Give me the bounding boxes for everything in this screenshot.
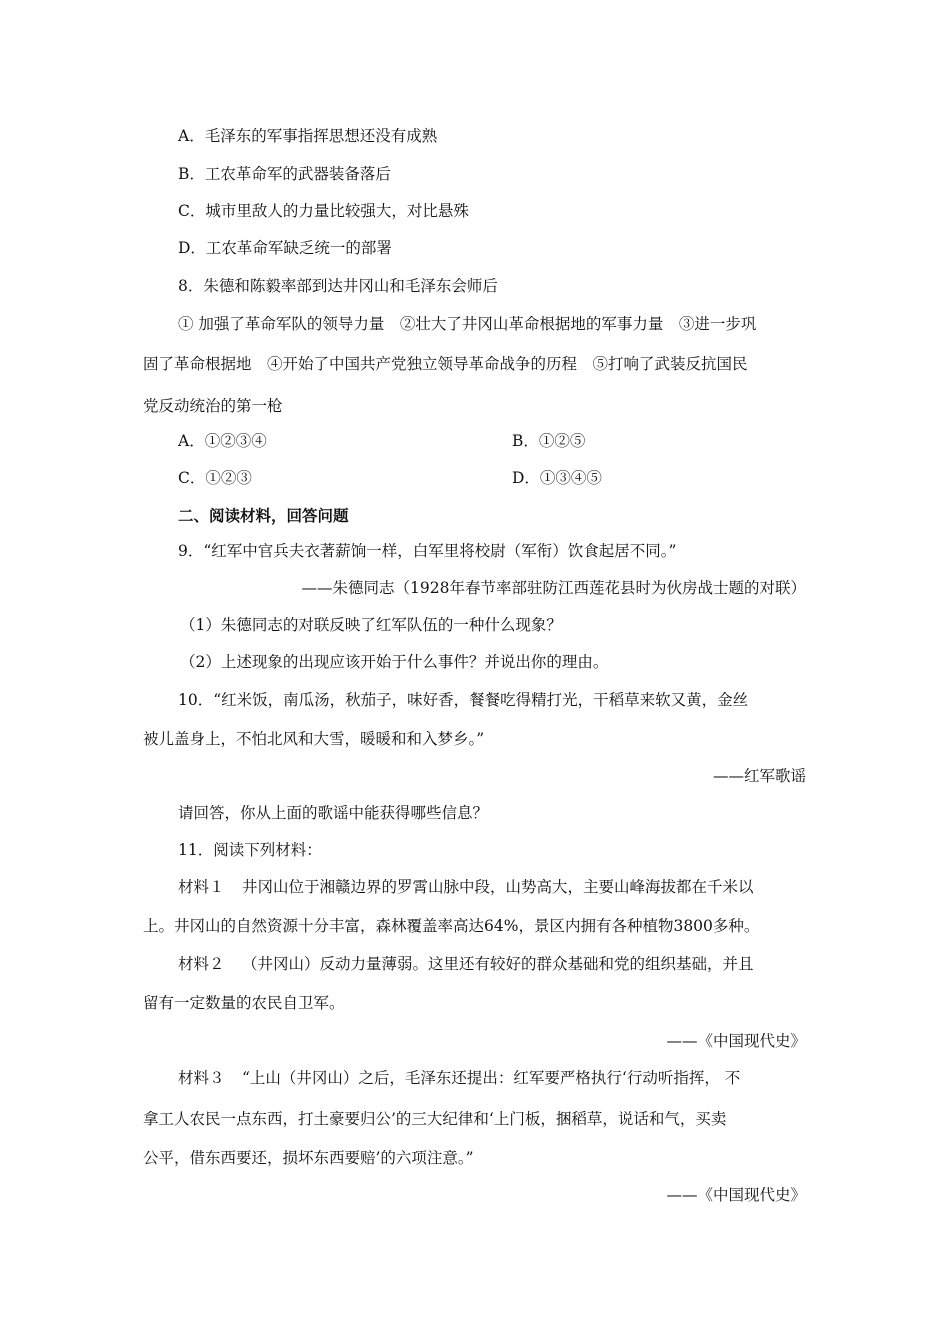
section2-heading: 二、阅读材料，回答问题 — [178, 506, 349, 525]
q9-sub1: （1）朱德同志的对联反映了红军队伍的一种什么现象？ — [180, 616, 562, 634]
q7-option-d: D．工农革命军缺乏统一的部署 — [178, 239, 392, 257]
material3-text1: “上山（井冈山）之后，毛泽东还提出：红军要严格执行‘行动听指挥， 不 — [242, 1069, 741, 1087]
q10-line2: 被儿盖身上，不怕北风和大雪，暖暖和和入梦乡。” — [143, 730, 485, 748]
material1-line2: 上。井冈山的自然资源十分丰富，森林覆盖率高达64%，景区内拥有各种植物3800多种。 — [143, 917, 760, 935]
material2-line1 — [178, 954, 754, 974]
q8-option-a: A．①②③④ — [178, 432, 267, 450]
material2-source: ——《中国现代史》 — [666, 1032, 806, 1050]
q10-source: ——红军歌谣 — [712, 767, 806, 785]
q8-items-line1: ① 加强了革命军队的领导力量 ②壮大了井冈山革命根据地的军事力量 ③进一步巩 — [178, 315, 757, 333]
q9-source: ——朱德同志（1928年春节率部驻防江西莲花县时为伙房战士题的对联） — [301, 579, 806, 597]
material3-source: ——《中国现代史》 — [666, 1186, 806, 1204]
q10-question: 请回答，你从上面的歌谣中能获得哪些信息？ — [178, 804, 489, 822]
material1-line1 — [178, 877, 754, 897]
q8-stem: 8．朱德和陈毅率部到达井冈山和毛泽东会师后 — [178, 277, 498, 295]
material3-line1 — [178, 1068, 740, 1088]
q7-option-c: C．城市里敌人的力量比较强大，对比悬殊 — [178, 202, 469, 220]
q11-stem: 11．阅读下列材料： — [178, 841, 322, 859]
material2-text1: （井冈山）反动力量薄弱。这里还有较好的群众基础和党的组织基础，并且 — [242, 955, 754, 973]
material2-label: 材料２ — [178, 955, 225, 973]
material1-label: 材料１ — [178, 878, 225, 896]
q8-items-line3: 党反动统治的第一枪 — [143, 397, 283, 415]
material1-text1: 井冈山位于湘赣边界的罗霄山脉中段，山势高大，主要山峰海拔都在千米以 — [242, 878, 754, 896]
q8-option-d: D．①③④⑤ — [512, 469, 602, 487]
material3-line2: 拿工人农民一点东西，打土豪要归公’的三大纪律和‘上门板，捆稻草，说话和气，买卖 — [143, 1110, 727, 1128]
q9-quote: 9．“红军中官兵夫衣著薪饷一样，白军里将校尉（军衔）饮食起居不同。” — [178, 542, 677, 560]
q9-sub2: （2）上述现象的出现应该开始于什么事件？并说出你的理由。 — [180, 653, 609, 671]
q7-option-a: A．毛泽东的军事指挥思想还没有成熟 — [178, 127, 438, 145]
material3-line3: 公平，借东西要还，损坏东西要赔’的六项注意。” — [143, 1149, 474, 1167]
q7-option-b: B．工农革命军的武器装备落后 — [178, 165, 391, 183]
q10-line1: 10．“红米饭，南瓜汤，秋茄子，味好香，餐餐吃得精打光，干稻草来软又黄，金丝 — [178, 691, 749, 709]
material2-line2: 留有一定数量的农民自卫军。 — [143, 994, 345, 1012]
q8-items-line2: 固了革命根据地 ④开始了中国共产党独立领导革命战争的历程 ⑤打响了武装反抗国民 — [143, 355, 748, 373]
material3-label: 材料３ — [178, 1069, 225, 1087]
q8-option-c: C．①②③ — [178, 469, 252, 487]
q8-option-b: B．①②⑤ — [512, 432, 586, 450]
